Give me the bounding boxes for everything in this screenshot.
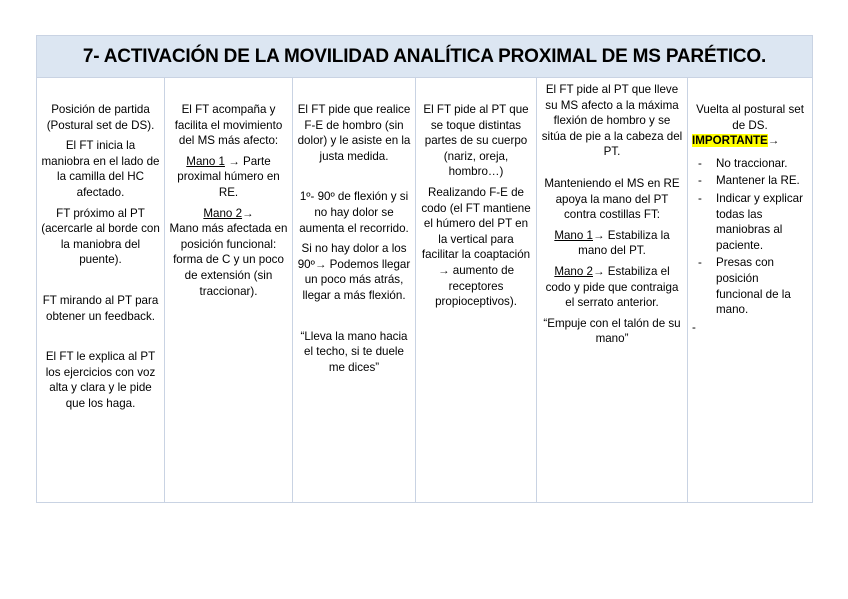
col4-text-1: El FT pide al PT que se toque distintas partes de su cuerpo (nariz, oreja, hombro…) — [423, 103, 529, 179]
col5-quote: “Empuje con el talón de su mano” — [543, 316, 681, 346]
col5-text-2: Manteniendo el MS en RE apoya la mano del PT contra costillas FT: — [544, 176, 680, 222]
col2-mano1-label: Mano 1 — [186, 154, 225, 168]
activity-table — [36, 35, 813, 503]
column-starting-position — [37, 78, 165, 503]
col1-text-4: FT mirando al PT para obtener un feedback. — [42, 293, 159, 323]
col1-text-1: Posición de partida (Postural set de DS). — [46, 103, 155, 132]
important-label: IMPORTANTE — [692, 134, 768, 148]
col4-text-2: Realizando F-E de codo (el FT mantiene el húmero del PT en la vertical para facilitar la coaptación → aumento de receptores propioceptivos). — [421, 185, 531, 309]
column-shoulder-flexion — [293, 78, 416, 503]
col5-mano1-label: Mano 1 — [554, 228, 593, 242]
col1-text-5: El FT le explica al PT los ejercicios con voz alta y clara y le pide que los haga. — [45, 350, 156, 410]
col5-mano1-text: → Estabiliza la mano del PT. — [578, 228, 670, 258]
col2-mano1-text: → Parte proximal húmero en RE. — [177, 154, 280, 199]
important-list — [692, 156, 808, 318]
important-line — [692, 133, 808, 149]
list-item: - Presas con posición funcional de la mano. — [698, 256, 791, 317]
col3-quote: “Lleva la mano hacia el techo, si te duele me dices” — [300, 329, 408, 374]
column-hand-placement — [165, 78, 293, 503]
col5-mano2-text: → Estabiliza el codo y pide que contraiga el serrato anterior. — [545, 264, 679, 310]
list-item: - Indicar y explicar todas las maniobras al paciente. — [698, 191, 803, 252]
dash-bullet: - — [698, 191, 702, 205]
list-item: - Mantener la RE. — [698, 174, 800, 188]
col5-text-1: El FT pide al PT que lleve su MS afecto a la máxima flexión de hombro y se sitúa de pie a la cabeza del PT. — [541, 83, 683, 159]
column-max-flexion — [537, 78, 688, 503]
col3-text-2: 1º- 90º de flexión y si no hay dolor se aumenta el recorrido. — [299, 190, 409, 235]
important-arrow: → — [767, 134, 780, 148]
col1-text-3: FT próximo al PT (acercarle al borde con la maniobra del puente). — [41, 206, 160, 267]
dash-bullet: - — [698, 156, 702, 170]
col5-mano1 — [541, 228, 683, 259]
dash-bullet: - — [698, 256, 702, 270]
col2-mano2-label: Mano 2 — [203, 206, 243, 220]
col3-text-1: El FT pide que realice F-E de hombro (sin dolor) y le asiste en la justa medida. — [297, 103, 411, 163]
col6-text-1: Vuelta al postural set de DS. — [696, 103, 804, 132]
col1-text-2: El FT inicia la maniobra en el lado de la camilla del HC afectado. — [41, 139, 160, 199]
column-elbow-flexion — [416, 78, 537, 503]
col3-text-3: Si no hay dolor a los 90º→ Podemos llegar un poco más atrás, llegar a más flexión. — [297, 242, 411, 302]
table-title: 7- ACTIVACIÓN DE LA MOVILIDAD ANALÍTICA PROXIMAL DE MS PARÉTICO. — [37, 36, 813, 78]
trailing-dash: - — [692, 320, 696, 334]
list-item: - No traccionar. — [698, 156, 788, 170]
col2-mano2-arrow: → — [242, 206, 254, 220]
col2-mano1 — [169, 154, 288, 201]
col2-mano2 — [169, 206, 288, 222]
col5-mano2 — [541, 264, 683, 311]
col2-text-1: El FT acompaña y facilita el movimiento del MS más afecto: — [174, 103, 283, 148]
col2-text-4: Mano más afectada en posición funcional: forma de C y un poco de extensión (sin traccionar). — [169, 222, 288, 298]
dash-bullet: - — [698, 174, 702, 188]
col5-mano2-label: Mano 2 — [554, 264, 593, 278]
column-return-important — [688, 78, 813, 503]
